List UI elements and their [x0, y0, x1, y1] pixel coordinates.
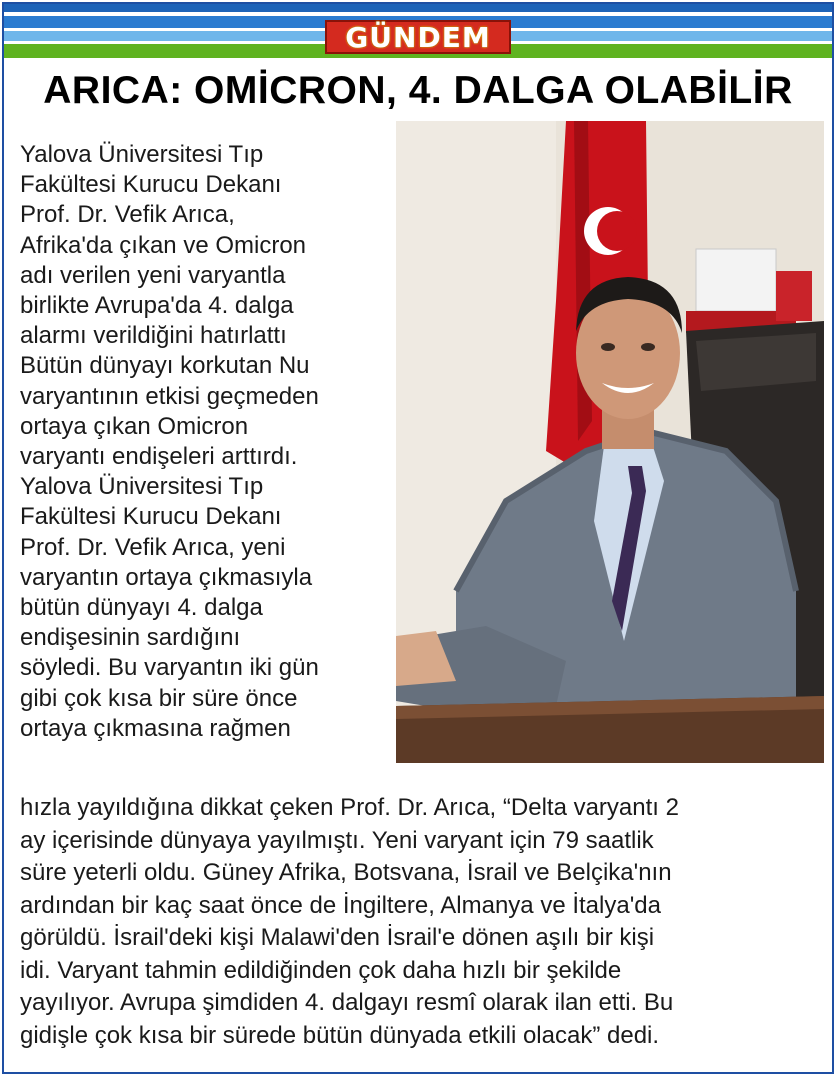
- article-line: süre yeterli oldu. Güney Afrika, Botsvana, İsrail ve Belçika'nın: [20, 859, 672, 886]
- portrait-illustration: [396, 121, 824, 763]
- article-line: ardından bir kaç saat önce de İngiltere, Almanya ve İtalya'da: [20, 891, 661, 919]
- newspaper-page: [2, 2, 834, 1074]
- article-line: bütün dünyayı 4. dalga: [20, 594, 263, 622]
- article-line: Prof. Dr. Vefik Arıca,: [20, 201, 235, 229]
- article-line: Prof. Dr. Vefik Arıca, yeni: [20, 533, 286, 561]
- article-line: adı verilen yeni varyantla: [20, 261, 286, 289]
- article-line: idi. Varyant tahmin edildiğinden çok daha hızlı bir şekilde: [20, 956, 622, 984]
- article-line: Yalova Üniversitesi Tıp: [20, 473, 264, 501]
- article-line: gibi çok kısa bir süre önce: [20, 684, 298, 712]
- article-line: Afrika'da çıkan ve Omicron: [20, 231, 307, 259]
- article-line: görüldü. İsrail'deki kişi Malawi'den İsrail'e dönen aşılı bir kişi: [20, 924, 655, 951]
- article-line: Bütün dünyayı korkutan Nu: [20, 352, 310, 380]
- article-line: Yalova Üniversitesi Tıp: [20, 141, 264, 168]
- article-line: birlikte Avrupa'da 4. dalga: [20, 292, 294, 320]
- section-badge: [325, 20, 511, 54]
- article-body-full: [20, 792, 830, 1052]
- article-line: Fakültesi Kurucu Dekanı: [20, 171, 282, 199]
- article-line: ay içerisinde dünyaya yayılmıştı. Yeni varyant için 79 saatlik: [20, 826, 654, 854]
- article-line: söyledi. Bu varyantın iki gün: [20, 654, 319, 682]
- article-line: varyantının etkisi geçmeden: [20, 382, 319, 410]
- article-line: endişesinin sardığını: [20, 624, 241, 652]
- section-label: GÜNDEM: [345, 20, 491, 54]
- article-line: gidişle çok kısa bir sürede bütün dünyada etkili olacak” dedi.: [20, 1021, 660, 1049]
- article-line: alarmı verildiğini hatırlattı: [20, 322, 287, 350]
- article-line: varyantın ortaya çıkmasıyla: [20, 563, 313, 591]
- article-line: hızla yayıldığına dikkat çeken Prof. Dr. Arıca, “Delta varyantı 2: [20, 794, 679, 821]
- article-line: ortaya çıkan Omicron: [20, 412, 249, 440]
- article-body-column: [20, 140, 388, 744]
- portrait-photo: [396, 121, 824, 763]
- header-stripes: [4, 4, 832, 62]
- article-line: varyantı endişeleri arttırdı.: [20, 443, 298, 471]
- article-line: Fakültesi Kurucu Dekanı: [20, 503, 282, 531]
- article-line: ortaya çıkmasına rağmen: [20, 714, 291, 742]
- article-line: yayılıyor. Avrupa şimdiden 4. dalgayı resmî olarak ilan etti. Bu: [20, 989, 674, 1016]
- headline: ARICA: OMİCRON, 4. DALGA OLABİLİR: [43, 69, 793, 112]
